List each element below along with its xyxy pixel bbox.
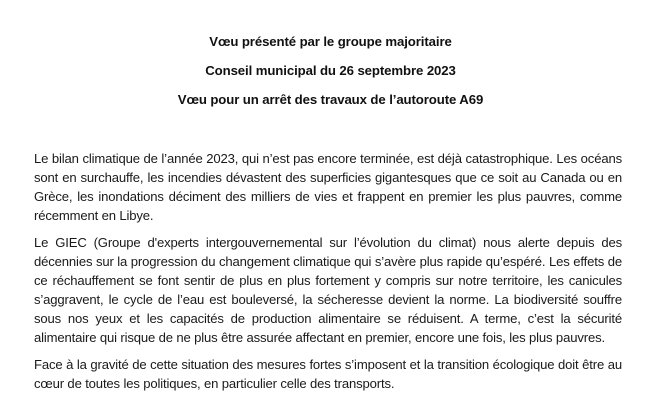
paragraph-giec-alert: Le GIEC (Groupe d'experts intergouvernemental sur l’évolution du climat) nous alerte depuis des décennies sur la progression du changement climatique qui s’avère plus rapide qu’espéré. Les effets de ce réchauffement se font sentir de plus en plus fortement y compris sur notre territoire, les canicules s’aggravent, le cycle de l’eau est bouleversé, la sécheresse devient la norme. La biodiversité souffre sous nos yeux et les capacités de production alimentaire se réduisent. A terme, c’est la sécurité alimentaire qui risque de ne plus être assurée affectant en premier, encore une fois, les plus pauvres. [34,235,622,345]
title-motion-subject: Vœu pour un arrêt des travaux de l’autoroute A69 [177,92,484,107]
paragraph-ecological-transition: Face à la gravité de cette situation des mesures fortes s’imposent et la transition écologique doit être au cœur de toutes les politiques, en particulier celle des transports. [34,357,622,391]
title-council-date: Conseil municipal du 26 septembre 2023 [205,63,456,78]
title-presented-by: Vœu présenté par le groupe majoritaire [209,34,452,49]
paragraph-climate-assessment: Le bilan climatique de l’année 2023, qui n’est pas encore terminée, est déjà catastrophique. Les océans sont en surchauffe, les incendies dévastent des superficies gigantesques que ce soit au Canada ou en Grèce, les inondations déciment des milliers de vies et frappent en premier les plus pauvres, comme récemment en Libye. [34,151,622,223]
document-header [0,35,661,122]
document-body [34,149,622,401]
